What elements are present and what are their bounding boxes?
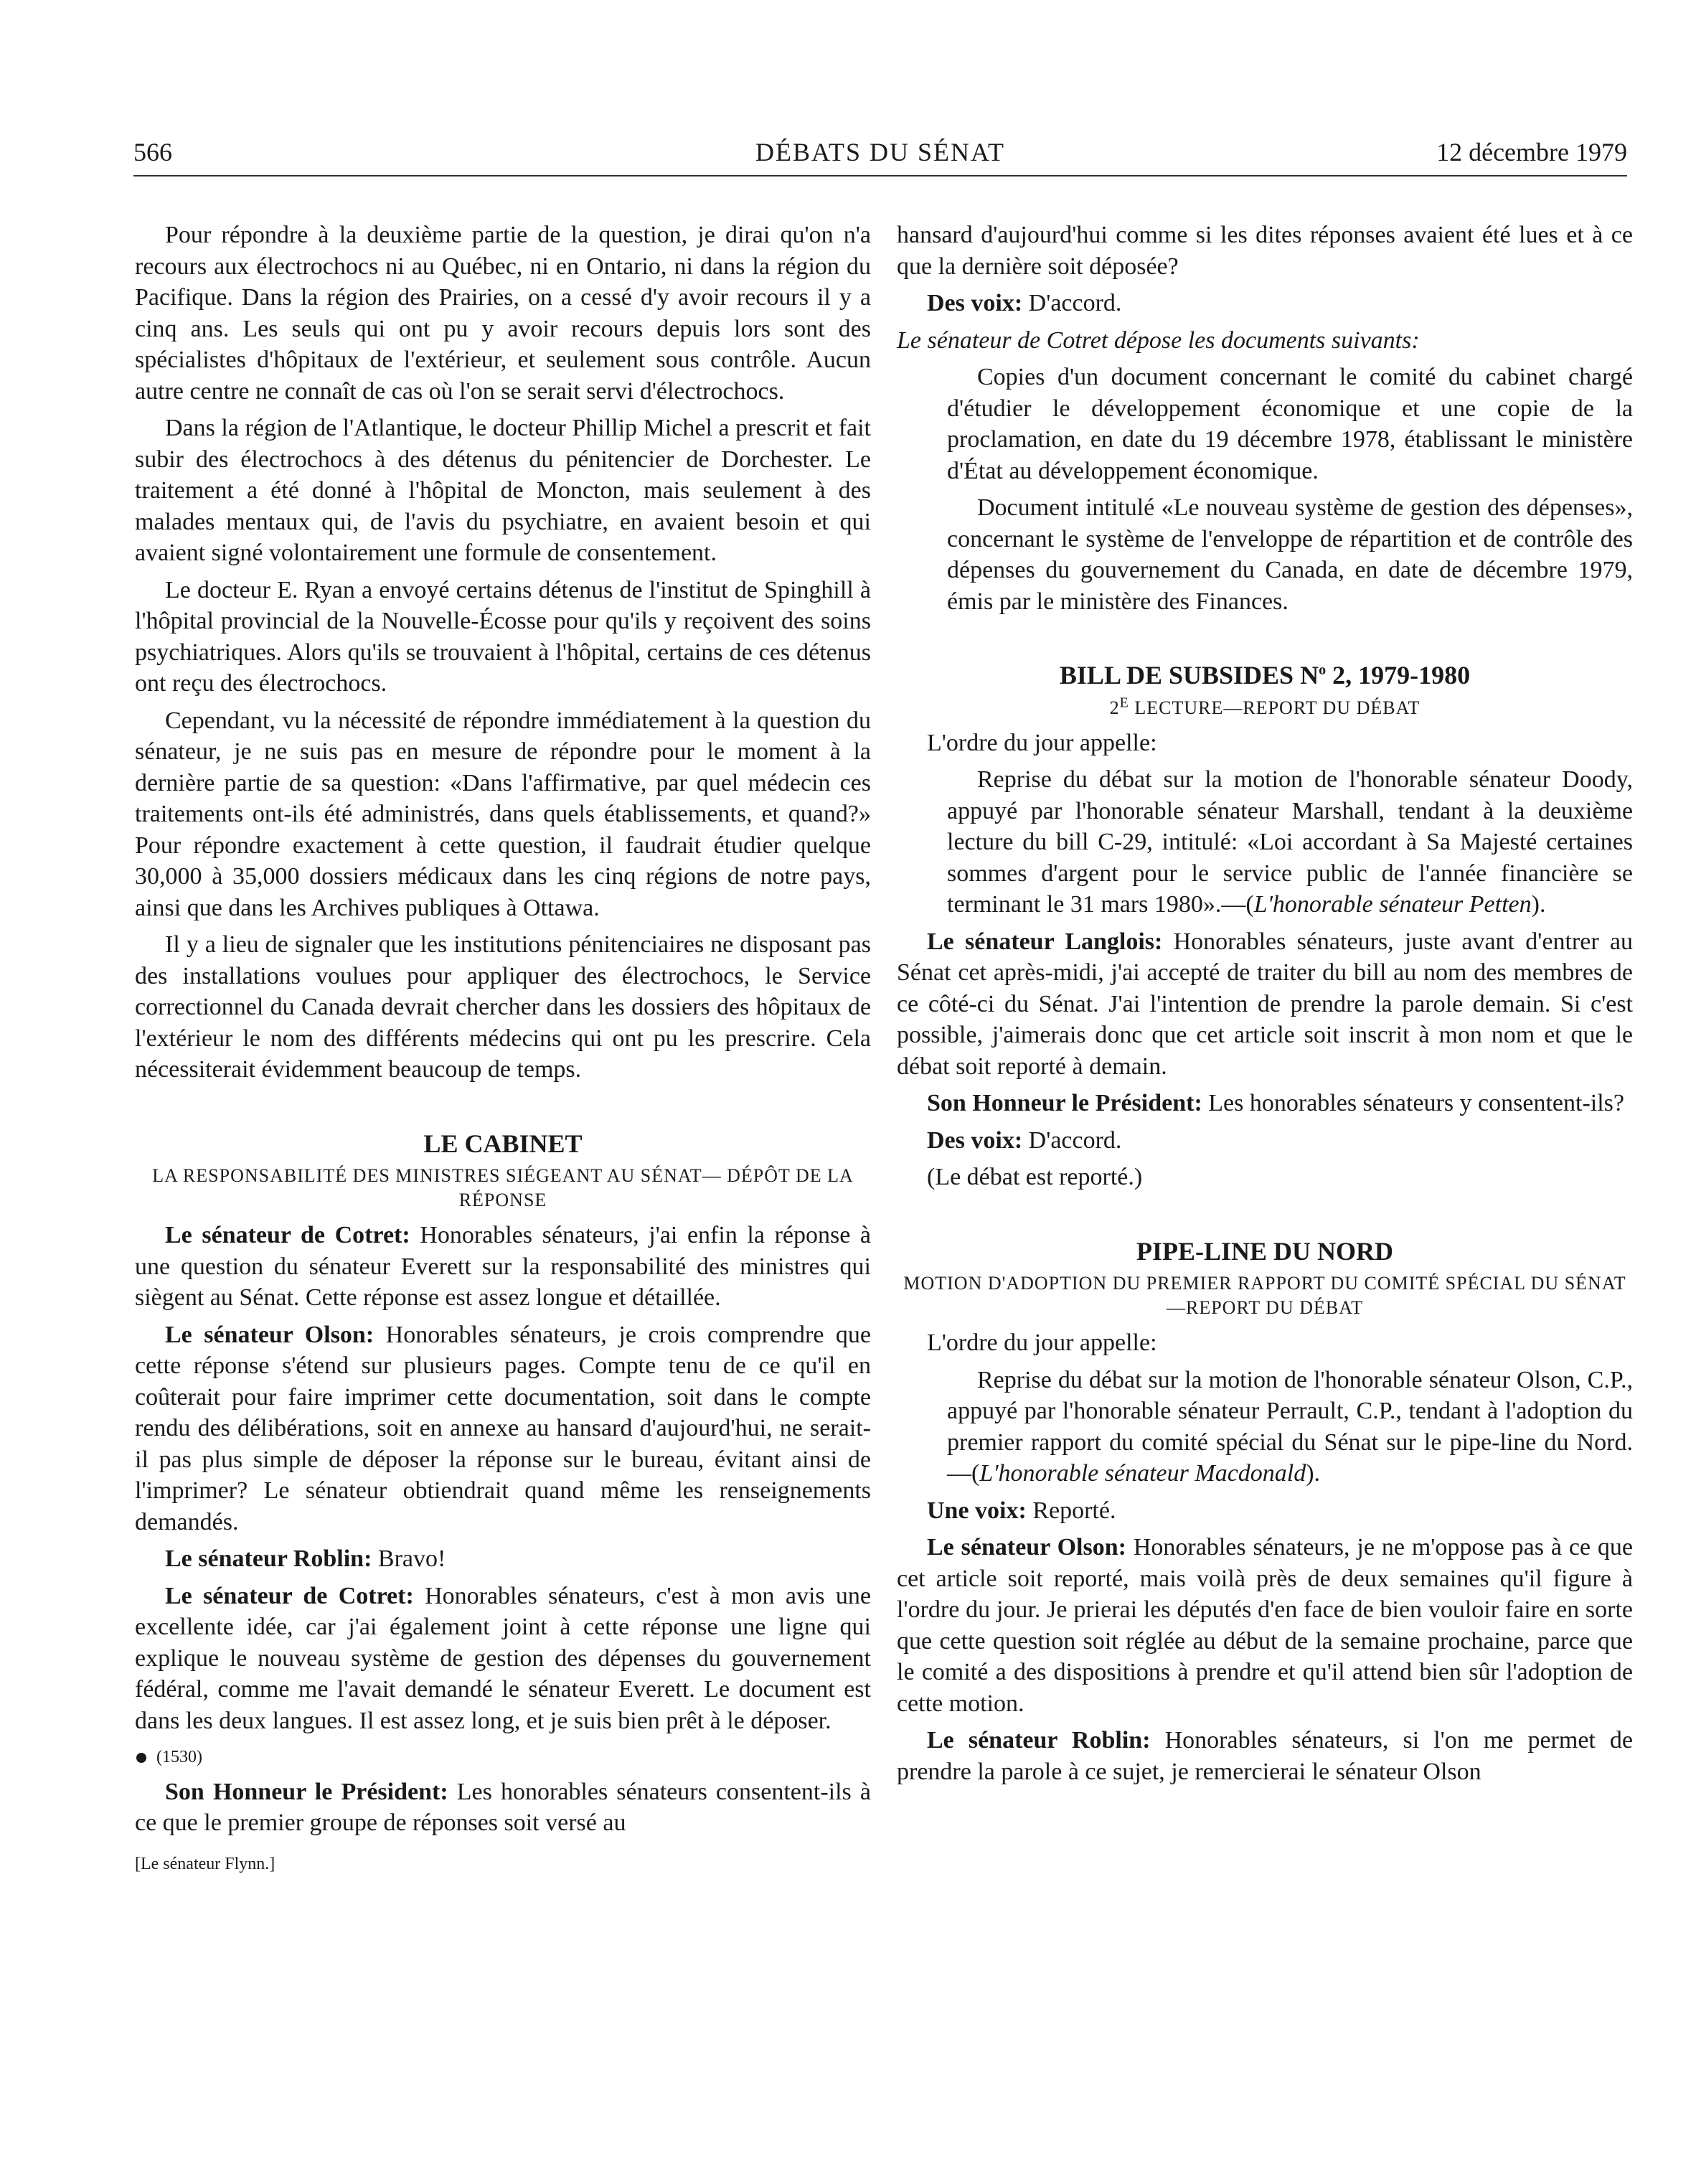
paragraph: hansard d'aujourd'hui comme si les dites réponses avaient été lues et à ce que la dernière soit déposée? xyxy=(897,222,1633,280)
document-item: Copies d'un document concernant le comité du cabinet chargé d'étudier le développement économique et une copie de la proclamation, en date du 19 décembre 1978, établissant le ministère d'État au développement économique. xyxy=(947,364,1633,484)
speech-text: Honorables sénateurs, je ne m'oppose pas à ce que cet article soit reporté, mais voilà près de deux semaines qu'il figure à l'ordre du jour. Je prierai les députés d'en face de bien vouloir faire en sorte que cette question soit réglée au début de la semaine prochaine, parce que le comité a des dispositions à prendre et qu'il attend bien sûr l'adoption de cette motion. xyxy=(897,1534,1633,1717)
order-item: Reprise du débat sur la motion de l'honorable sénateur Olson, C.P., appuyé par l'honorable sénateur Perrault, C.P., tendant à l'adoption du premier rapport du comité spécial du Sénat sur le pipe-line du Nord.—(L'honorable sénateur Macdonald). xyxy=(947,1366,1633,1487)
speech xyxy=(135,1319,871,1538)
page-header xyxy=(133,136,1627,176)
paragraph: L'ordre du jour appelle: xyxy=(927,1329,1157,1356)
paragraph: Dans la région de l'Atlantique, le docteur Phillip Michel a prescrit et fait subir des électrochocs à des détenus du pénitencier de Dorchester. Le traitement a été donné à l'hôpital de Moncton, mais seulement à des malades mentaux qui, de l'avis du psychiatre, en avaient besoin et qui avaient signé volontairement une formule de consentement. xyxy=(135,415,871,566)
speaker-name: Le sénateur Langlois: xyxy=(927,928,1163,955)
speaker-name: Le sénateur Olson: xyxy=(927,1534,1126,1561)
speech-text: Honorables sénateurs, c'est à mon avis une excellente idée, car j'ai également joint à cette réponse une ligne qui explique le nouveau système de gestion des dépenses du gouvernement fédéral, comme me l'avait demandé le sénateur Everett. Le document est dans les deux langues. Il est assez long, et je suis bien prêt à le déposer. xyxy=(135,1582,872,1734)
speaker-name: Le sénateur de Cotret: xyxy=(165,1222,410,1248)
speech xyxy=(897,1125,1633,1157)
left-column xyxy=(135,220,871,1880)
speaker-name: Des voix: xyxy=(927,1126,1023,1154)
paragraph: Pour répondre à la deuxième partie de la question, je dirai qu'on n'a recours aux électrochocs ni au Québec, ni en Ontario, ni dans la région du Pacifique. Dans la région des Prairies, on a cessé d'y avoir recours il y a cinq ans. Les seuls qui ont pu y avoir recours depuis lors sont des spécialistes d'hôpitaux de l'extérieur, et seulement sous contrôle. Aucun autre centre ne connaît de cas où l'on se serait servi d'électrochocs. xyxy=(135,222,871,405)
speaker-name: Son Honneur le Président: xyxy=(927,1090,1202,1116)
document-item: Document intitulé «Le nouveau système de gestion des dépenses», concernant le système de l'enveloppe de répartition et de contrôle des dépenses du gouvernement du Canada, en date de décembre 1979, émis par le ministère des Finances. xyxy=(947,494,1633,615)
speech xyxy=(897,1088,1633,1119)
order-item: Reprise du débat sur la motion de l'honorable sénateur Doody, appuyé par l'honorable sénateur Marshall, tendant à la deuxième lecture du bill C-29, intitulé: «Loi accordant à Sa Majesté certaines sommes d'argent pour le service public de l'année financière se terminant le 31 mars 1980».—(L'honorable sénateur Petten). xyxy=(947,766,1633,918)
speech xyxy=(135,1220,871,1314)
speaker-name: Le sénateur Olson: xyxy=(165,1321,374,1348)
deposit-note: Le sénateur de Cotret dépose les documents suivants: xyxy=(897,326,1420,354)
speech xyxy=(135,1776,871,1839)
speech-text: Les honorables sénateurs y consentent-ils? xyxy=(1202,1090,1624,1116)
speaker-name: Des voix: xyxy=(927,290,1023,316)
right-column xyxy=(897,220,1633,1793)
paragraph: Le docteur E. Ryan a envoyé certains détenus de l'institut de Spinghill à l'hôpital provincial de la Nouvelle-Écosse pour qu'ils y reçoivent des soins psychiatriques. Alors qu'ils se trouvaient à l'hôpital, certains de ces détenus ont reçu des électrochocs. xyxy=(135,576,871,697)
speech xyxy=(897,1725,1633,1787)
speech-text: Honorables sénateurs, j'ai enfin la réponse à une question du sénateur Everett sur la responsabilité des ministres qui siègent au Sénat. Cette réponse est assez longue et détaillée. xyxy=(135,1222,871,1311)
section-subheading-cabinet: LA RESPONSABILITÉ DES MINISTRES SIÉGEANT AU SÉNAT— DÉPÔT DE LA RÉPONSE xyxy=(152,1165,854,1210)
speech xyxy=(897,926,1633,1083)
speaker-name: Son Honneur le Président: xyxy=(165,1778,448,1805)
speech xyxy=(897,288,1633,319)
speech-text: Honorables sénateurs, si l'on me permet de prendre la parole à ce sujet, je remercierai le sénateur Olson xyxy=(897,1727,1634,1785)
speech-text: Les honorables sénateurs consentent-ils à ce que le premier groupe de réponses soit versé au xyxy=(135,1778,871,1836)
speaker-name: Le sénateur de Cotret: xyxy=(165,1582,414,1609)
page-date: 12 décembre 1979 xyxy=(1436,138,1627,166)
speech-text: Bravo! xyxy=(372,1545,446,1572)
speech-text: Honorables sénateurs, je crois comprendre que cette réponse s'étend sur plusieurs pages. Compte tenu de ce qu'il en coûterait pour faire imprimer cette documentation, soit dans le compte rendu des délibérations, soit en annexe au hansard d'aujourd'hui, ne serait-il pas plus simple de déposer la réponse sur le bureau, évitant ainsi de l'imprimer? Le sénateur obtiendrait quand même les renseignements demandés. xyxy=(135,1321,872,1535)
speaker-name: Le sénateur Roblin: xyxy=(927,1727,1151,1754)
speech-text: D'accord. xyxy=(1022,1126,1122,1154)
time-marker-text: (1530) xyxy=(156,1748,202,1766)
paragraph: L'ordre du jour appelle: xyxy=(927,729,1157,756)
section-heading-bill: BILL DE SUBSIDES $N^o$ 2, 1979-1980 xyxy=(1059,661,1471,689)
page-footer: [Le sénateur Flynn.] xyxy=(135,1854,275,1873)
speech xyxy=(135,1581,871,1737)
speech xyxy=(897,1532,1633,1719)
section-heading-pipeline: PIPE-LINE DU NORD xyxy=(1136,1236,1393,1266)
speaker-name: Une voix: xyxy=(927,1497,1027,1524)
running-title: DÉBATS DU SÉNAT xyxy=(755,138,1006,166)
speech xyxy=(135,1543,871,1575)
section-heading-cabinet: LE CABINET xyxy=(423,1129,583,1158)
bullet-icon xyxy=(136,1753,146,1763)
speech xyxy=(897,1495,1633,1527)
paragraph: Il y a lieu de signaler que les institutions pénitenciaires ne disposant pas des installations voulues pour appliquer des électrochocs, le Service correctionnel du Canada devrait chercher dans les dossiers des hôpitaux de l'extérieur le nom des différents médecins qui ont pu les prescrire. Cela nécessiterait évidemment beaucoup de temps. xyxy=(135,931,871,1083)
speech-text: D'accord. xyxy=(1022,290,1122,316)
paragraph: (Le débat est reporté.) xyxy=(927,1164,1143,1190)
time-marker xyxy=(135,1742,871,1774)
speaker-name: Le sénateur Roblin: xyxy=(165,1545,372,1572)
speech-text: Reporté. xyxy=(1026,1497,1116,1524)
paragraph: Cependant, vu la nécessité de répondre immédiatement à la question du sénateur, je ne suis pas en mesure de répondre pour le moment à la dernière partie de sa question: «Dans l'affirmative, par quel médecin ces traitements ont-ils été administrés, dans quels établissements, et quand?» Pour répondre exactement à cette question, il faudrait étudier quelque 30,000 à 35,000 dossiers médicaux dans les cinq régions de notre pays, ainsi que dans les Archives publiques à Ottawa. xyxy=(135,707,871,921)
page-number: 566 xyxy=(133,138,172,166)
section-subheading-pipeline: MOTION D'ADOPTION DU PREMIER RAPPORT DU COMITÉ SPÉCIAL DU SÉNAT—REPORT DU DÉBAT xyxy=(903,1273,1626,1318)
speech-text: Honorables sénateurs, juste avant d'entrer au Sénat cet après-midi, j'ai accepté de traiter du bill au nom des membres de ce côté-ci du Sénat. J'ai l'intention de prendre la parole demain. Si c'est possible, j'aimerais donc que cet article soit inscrit à mon nom et que le débat soit reporté à demain. xyxy=(897,928,1633,1080)
section-subheading-bill: $2^E$ LECTURE—REPORT DU DÉBAT xyxy=(1109,694,1421,718)
